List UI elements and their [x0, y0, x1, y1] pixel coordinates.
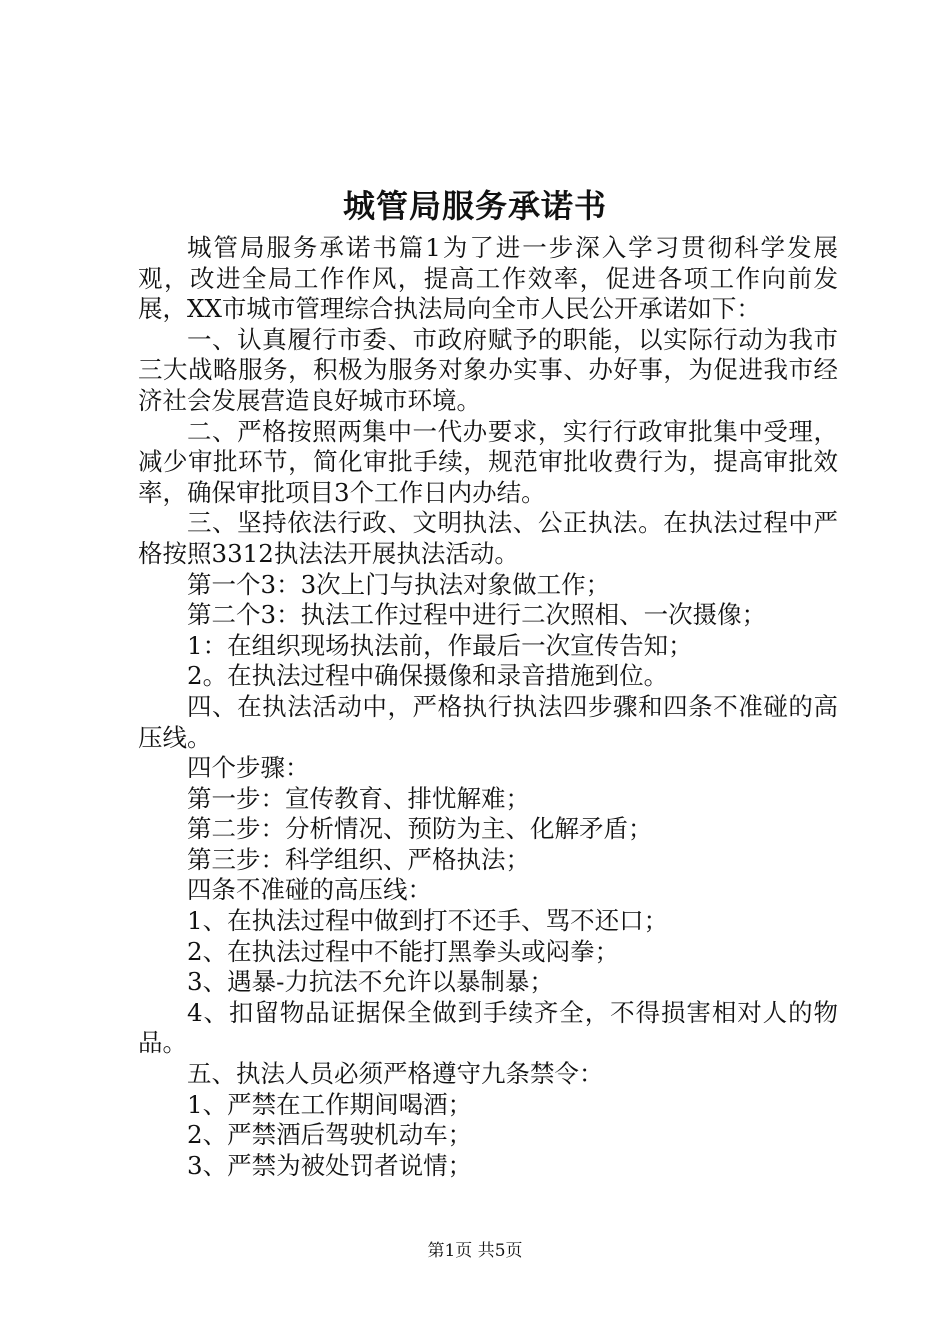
- paragraph: 五、执法人员必须严格遵守九条禁令：: [187, 1059, 604, 1089]
- paragraph: 第二个3：执法工作过程中进行二次照相、一次摄像；: [187, 600, 767, 630]
- paragraph: 四个步骤：: [187, 753, 310, 783]
- page-title: 城管局服务承诺书: [342, 187, 607, 225]
- paragraph: 2、在执法过程中不能打黑拳头或闷拳；: [187, 936, 620, 966]
- paragraph: 四、在执法活动中，严格执行执法四步骤和四条不准碰的高压线。: [138, 691, 838, 752]
- paragraph: 第一步：宣传教育、排忧解难；: [187, 783, 530, 813]
- paragraph: 四条不准碰的高压线：: [187, 875, 432, 905]
- paragraph: 城管局服务承诺书篇1为了进一步深入学习贯彻科学发展观，改进全局工作作风，提高工作效率，促进各项工作向前发展，XX市城市管理综合执法局向全市人民公开承诺如下：: [138, 233, 838, 324]
- paragraph: 1、在执法过程中做到打不还手、骂不还口；: [187, 906, 669, 936]
- paragraph: 2、严禁酒后驾驶机动车；: [187, 1120, 473, 1150]
- paragraph: 第二步：分析情况、预防为主、化解矛盾；: [187, 814, 653, 844]
- paragraph: 4、扣留物品证据保全做到手续齐全，不得损害相对人的物品。: [138, 997, 838, 1058]
- paragraph: 1、严禁在工作期间喝酒；: [187, 1089, 473, 1119]
- paragraph: 二、严格按照两集中一代办要求，实行行政审批集中受理，减少审批环节，简化审批手续，规范审批收费行为，提高审批效率，确保审批项目3个工作日内办结。: [138, 416, 838, 507]
- paragraph: 第三步：科学组织、严格执法；: [187, 844, 530, 874]
- page-number: 第1页 共5页: [427, 1241, 523, 1261]
- paragraph: 2。在执法过程中确保摄像和录音措施到位。: [187, 661, 669, 691]
- paragraph: 1：在组织现场执法前，作最后一次宣传告知；: [187, 630, 693, 660]
- paragraph: 3、遇暴-力抗法不允许以暴制暴；: [187, 967, 554, 997]
- paragraph: 3、严禁为被处罚者说情；: [187, 1150, 473, 1180]
- paragraph: 三、坚持依法行政、文明执法、公正执法。在执法过程中严格按照3312执法法开展执法活动。: [138, 508, 838, 568]
- paragraph: 第一个3：3次上门与执法对象做工作；: [187, 569, 611, 599]
- document-body: [138, 233, 838, 1181]
- paragraph: 一、认真履行市委、市政府赋予的职能，以实际行动为我市三大战略服务，积极为服务对象办实事、办好事，为促进我市经济社会发展营造良好城市环境。: [138, 324, 838, 415]
